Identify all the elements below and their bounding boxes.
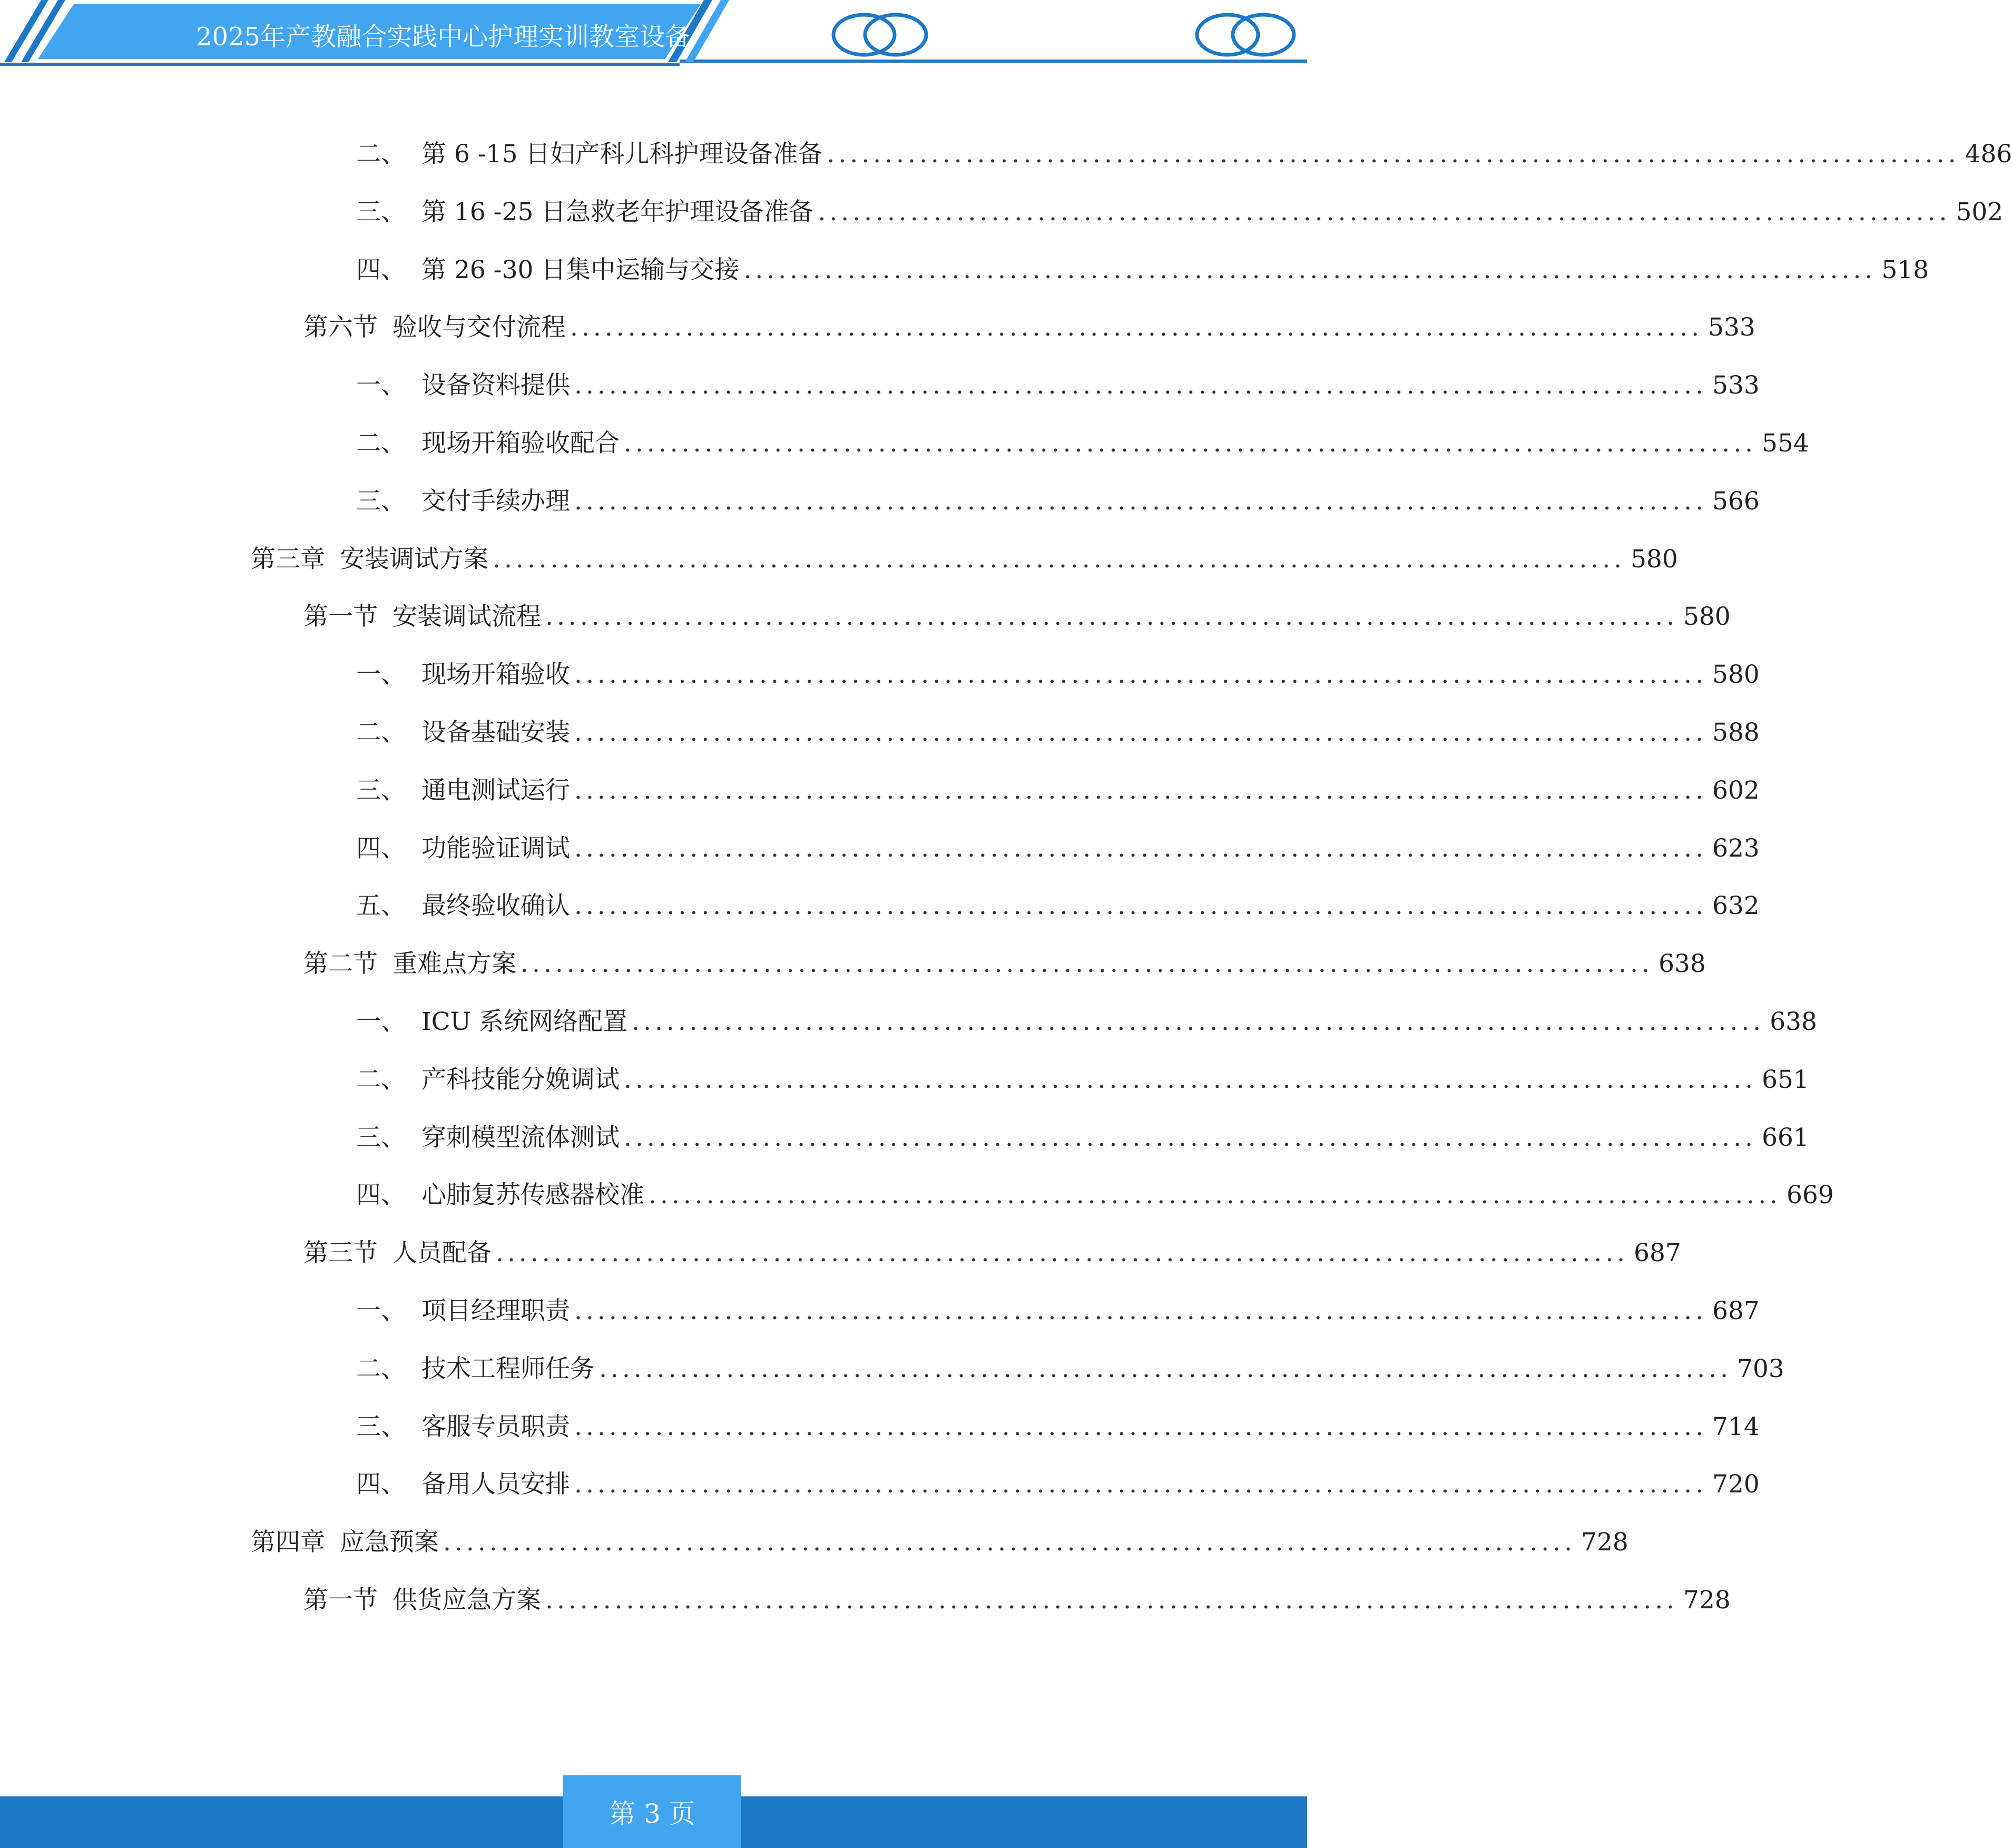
toc-leader-dots: .................................................................................................. [443,1528,1576,1557]
toc-entry-number: 三、 [356,775,406,805]
toc-entry-page: 533 [1708,313,1755,342]
toc-entry-text: 心肺复苏传感器校准 [421,1181,644,1210]
toc-entry[interactable] [356,1463,1760,1506]
toc-entry[interactable] [356,133,2012,175]
toc-entry-page: 728 [1683,1586,1731,1615]
toc-leader-dots: .................................................................................................. [574,486,1707,516]
toc-leader-dots: .................................................................................................. [574,718,1707,747]
toc-leader-dots: .................................................................................................. [827,140,1960,169]
toc-entry[interactable] [356,770,1760,812]
toc-entry-number: 三、 [356,486,406,516]
toc-entry-number: 二、 [356,1065,406,1094]
toc-leader-dots: .................................................................................................. [624,429,1757,458]
toc-entry-title [356,654,570,696]
toc-entry-title [251,538,488,581]
toc-entry-page: 651 [1762,1065,1809,1094]
toc-entry-number: 二、 [356,140,406,169]
toc-entry-page: 714 [1712,1412,1760,1441]
toc-entry[interactable] [356,1117,1809,1159]
toc-entry-title [356,1463,570,1506]
toc-entry-text: 产科技能分娩调试 [421,1065,620,1094]
toc-entry-text: 应急预案 [340,1528,439,1557]
toc-entry-text: 穿刺模型流体测试 [421,1123,620,1152]
toc-entry-text: 现场开箱验收 [421,660,570,690]
toc-entry-text: 第 6 -15 日妇产科儿科护理设备准备 [421,140,823,169]
toc-entry-number: 四、 [356,833,406,863]
toc-entry-title [356,1174,644,1216]
toc-entry-page: 580 [1683,602,1731,632]
toc-entry-title [356,133,822,175]
toc-leader-dots: .................................................................................................. [574,833,1707,863]
toc-leader-dots: .................................................................................................. [570,313,1703,342]
toc-entry-text: 设备资料提供 [421,371,570,400]
toc-entry-number: 四、 [356,255,406,284]
toc-entry[interactable] [303,596,1731,638]
toc-entry-number: 二、 [356,1354,406,1383]
toc-entry-page: 687 [1712,1296,1760,1325]
toc-entry-title [356,191,813,233]
toc-entry-title [356,1001,627,1043]
toc-entry-number: 四、 [356,1181,406,1210]
toc-entry-number: 五、 [356,891,406,921]
toc-entry-text: ICU 系统网络配置 [421,1007,628,1036]
toc-entry-title [356,1117,620,1159]
toc-entry-number: 第一节 [303,1586,378,1615]
toc-entry-title [303,307,566,349]
toc-entry[interactable] [251,538,1678,581]
toc-entry-title [356,1290,570,1332]
toc-leader-dots: .................................................................................................. [743,255,1877,284]
toc-entry-title [356,480,570,523]
toc-entry-text: 项目经理职责 [421,1296,570,1325]
header-title: 2025年产教融合实践中心护理实训教室设备 [196,22,691,52]
toc-leader-dots: .................................................................................................. [632,1007,1765,1036]
toc-entry-page: 623 [1712,833,1760,863]
toc-entry[interactable] [356,1348,1784,1390]
toc-entry[interactable] [356,249,1929,291]
toc-leader-dots: .................................................................................................. [521,949,1654,979]
toc-entry[interactable] [356,1174,1834,1216]
toc-entry-page: 533 [1712,371,1760,400]
toc-entry-number: 三、 [356,1412,406,1441]
toc-entry[interactable] [356,712,1760,754]
toc-entry-text: 技术工程师任务 [421,1354,595,1383]
toc-entry[interactable] [303,1232,1681,1274]
toc-entry-title [303,943,516,985]
toc-leader-dots: .................................................................................................. [493,544,1626,574]
toc-leader-dots: .................................................................................................. [574,1412,1707,1441]
page-number-label: 第 3 页 [609,1798,695,1829]
toc-entry-text: 备用人员安排 [421,1470,570,1499]
toc-entry-text: 最终验收确认 [421,891,570,921]
toc-leader-dots: .................................................................................................. [574,775,1707,805]
page-header [0,0,1307,74]
toc-entry-title [303,1232,492,1274]
toc-leader-dots: .................................................................................................. [574,1470,1707,1499]
toc-entry-title [356,1059,620,1101]
toc-entry-page: 720 [1712,1470,1760,1499]
toc-entry-page: 638 [1658,949,1706,979]
rings-logo-right [1197,15,1294,55]
toc-entry[interactable] [356,885,1760,927]
toc-entry-title [356,1406,570,1448]
toc-entry-text: 安装调试方案 [340,544,488,574]
toc-entry-title [356,712,570,754]
toc-entry-number: 一、 [356,371,406,400]
toc-leader-dots: .................................................................................................. [545,1586,1679,1615]
toc-entry-number: 第一节 [303,602,378,632]
toc-entry-page: 580 [1712,660,1760,690]
toc-entry-text: 功能验证调试 [421,833,570,863]
toc-entry-number: 第三章 [251,544,325,574]
toc-entry-page: 703 [1737,1354,1784,1383]
toc-entry-number: 第六节 [303,313,378,342]
toc-leader-dots: .................................................................................................. [624,1123,1757,1152]
toc-entry-number: 第三节 [303,1238,378,1268]
toc-leader-dots: .................................................................................................. [545,602,1679,632]
toc-entry-page: 588 [1712,718,1760,747]
toc-entry-text: 设备基础安装 [421,718,570,747]
toc-entry-number: 第四章 [251,1528,325,1557]
toc-entry[interactable] [356,1001,1817,1043]
toc-entry-text: 重难点方案 [392,949,516,979]
toc-entry-number: 二、 [356,429,406,458]
toc-leader-dots: .................................................................................................. [574,891,1707,921]
toc-entry-page: 661 [1762,1123,1809,1152]
toc-leader-dots: .................................................................................................. [818,197,1951,227]
toc-entry-text: 安装调试流程 [392,602,541,632]
toc-entry-page: 687 [1634,1238,1681,1268]
toc-entry-text: 交付手续办理 [421,486,570,516]
toc-entry-page: 669 [1787,1181,1834,1210]
toc-entry-number: 一、 [356,1007,406,1036]
toc-entry[interactable] [356,1059,1809,1101]
page-number-tab [563,1775,741,1848]
toc-entry[interactable] [356,480,1760,523]
toc-entry-title [356,828,570,870]
toc-entry-title [356,770,570,812]
toc-entry-text: 供货应急方案 [392,1586,541,1615]
toc-entry[interactable] [356,1406,1760,1448]
toc-entry[interactable] [303,943,1706,985]
toc-entry-title [356,885,570,927]
toc-leader-dots: .................................................................................................. [574,660,1707,690]
toc-entry[interactable] [303,1579,1731,1621]
toc-entry-number: 二、 [356,718,406,747]
toc-entry[interactable] [356,828,1760,870]
toc-entry-number: 一、 [356,660,406,690]
toc-entry[interactable] [356,191,2004,233]
toc-entry-title [251,1521,439,1564]
toc-entry[interactable] [303,307,1755,349]
toc-entry-page: 580 [1631,544,1678,574]
toc-entry-page: 602 [1712,775,1760,805]
toc-entry-title [356,422,620,465]
toc-leader-dots: .................................................................................................. [574,371,1707,400]
toc-entry-text: 第 26 -30 日集中运输与交接 [421,255,740,284]
toc-entry-title [356,1348,595,1390]
toc-entry-title [356,365,570,407]
toc-leader-dots: .................................................................................................. [599,1354,1732,1383]
toc-entry-page: 518 [1881,255,1929,284]
toc-entry-number: 三、 [356,197,406,227]
toc-leader-dots: .................................................................................................. [649,1181,1782,1210]
toc-entry[interactable] [356,422,1809,465]
toc-entry-title [303,596,541,638]
toc-entry-title [356,249,739,291]
toc-entry-number: 三、 [356,1123,406,1152]
toc-leader-dots: .................................................................................................. [574,1296,1707,1325]
toc-entry-page: 486 [1965,140,2012,169]
toc-entry-page: 554 [1762,429,1809,458]
toc-entry-title [303,1579,541,1621]
toc-entry-text: 第 16 -25 日急救老年护理设备准备 [421,197,814,227]
toc-leader-dots: .................................................................................................. [624,1065,1757,1094]
toc-leader-dots: .................................................................................................. [496,1238,1629,1268]
toc-entry-text: 验收与交付流程 [392,313,566,342]
toc-entry-text: 人员配备 [392,1238,492,1268]
toc-entry[interactable] [356,365,1760,407]
toc-entry-page: 728 [1581,1528,1628,1557]
toc-entry-number: 一、 [356,1296,406,1325]
toc-entry[interactable] [251,1521,1628,1564]
toc-entry-page: 638 [1770,1007,1817,1036]
toc-entry-page: 502 [1956,197,2004,227]
toc-entry-number: 四、 [356,1470,406,1499]
toc-entry-page: 566 [1712,486,1760,516]
toc-entry-text: 通电测试运行 [421,775,570,805]
toc-entry-text: 客服专员职责 [421,1412,570,1441]
toc-entry[interactable] [356,654,1760,696]
toc-entry-page: 632 [1712,891,1760,921]
toc-entry-text: 现场开箱验收配合 [421,429,620,458]
toc-entry-number: 第二节 [303,949,378,979]
toc-entry[interactable] [356,1290,1760,1332]
